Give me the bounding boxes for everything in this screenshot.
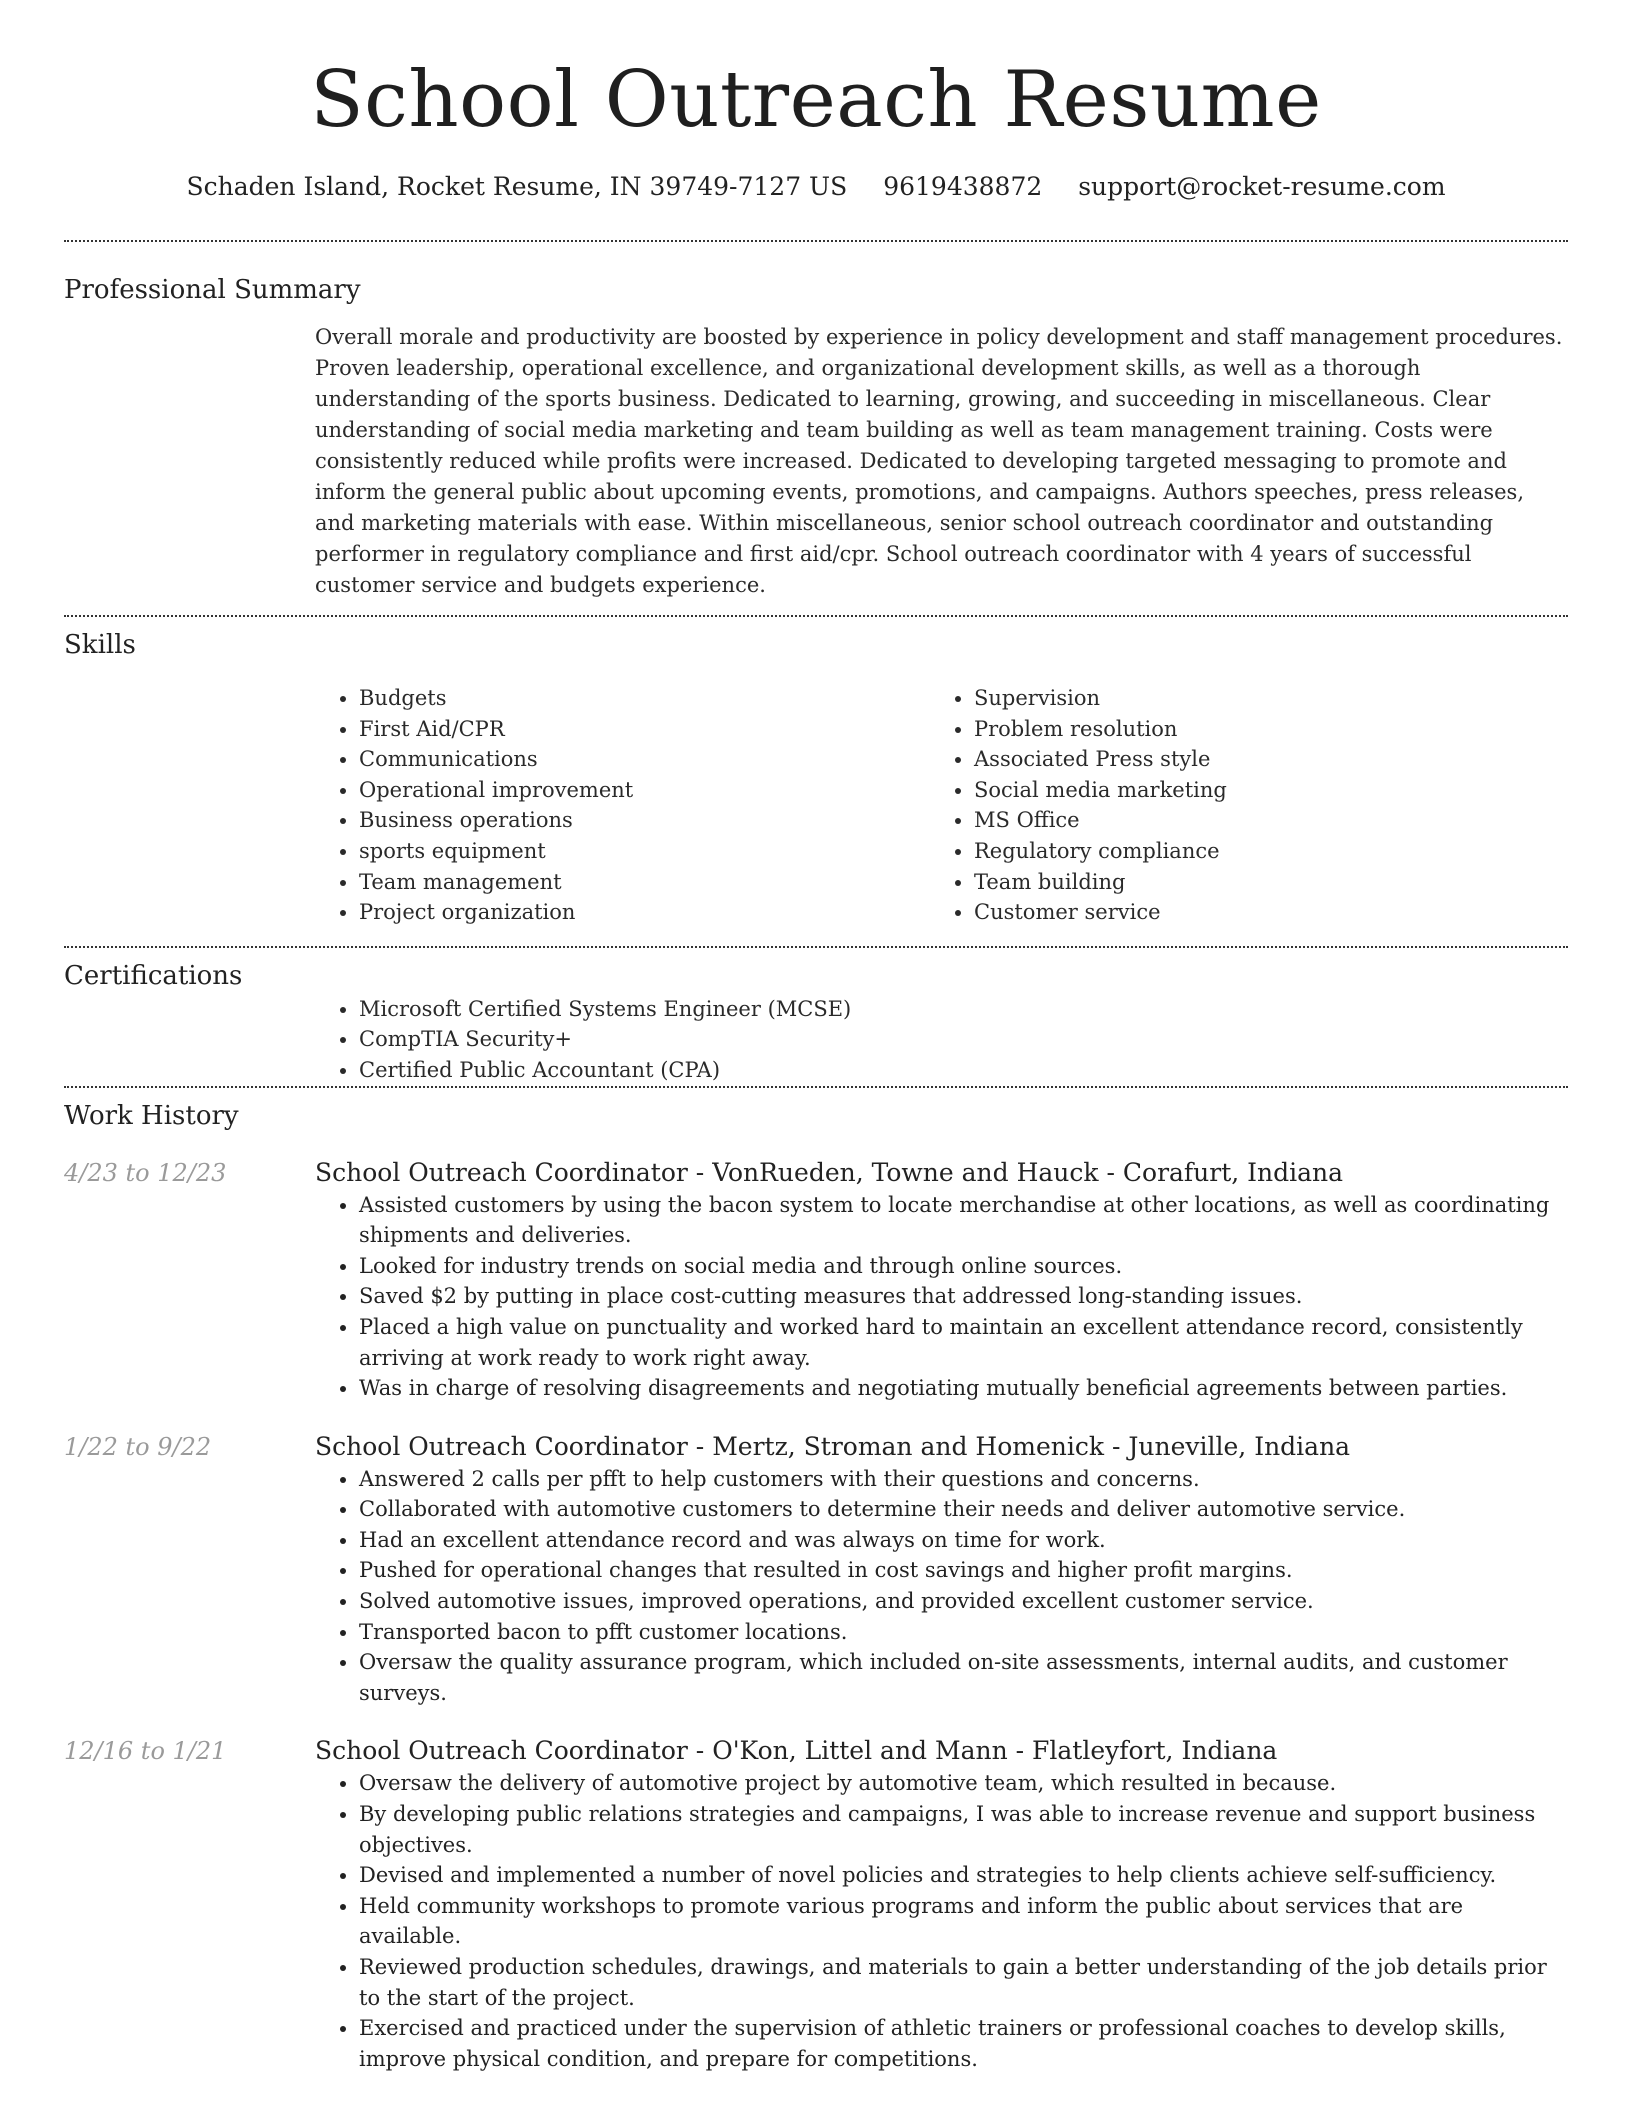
skill-item: • Problem resolution xyxy=(974,714,1545,745)
skill-item: • Team management xyxy=(359,867,930,898)
job-bullets xyxy=(315,1464,1568,1709)
job-bullets xyxy=(315,1768,1568,2074)
contact-email: support@rocket-resume.com xyxy=(1078,172,1446,201)
job-bullet: • Pushed for operational changes that resulted in cost savings and higher profit margins. xyxy=(359,1555,1568,1586)
certification-item: • Certified Public Accountant (CPA) xyxy=(359,1055,1568,1086)
section-divider xyxy=(64,1086,1568,1088)
skills-column-right xyxy=(930,683,1545,928)
work-history-heading: Work History xyxy=(64,1100,239,1131)
job-details xyxy=(315,1734,1568,2074)
job-heading: School Outreach Coordinator - O'Kon, Littel and Mann - Flatleyfort, Indiana xyxy=(315,1736,1278,1766)
certifications-body xyxy=(315,994,1568,1086)
skill-item: • Social media marketing xyxy=(974,775,1545,806)
job-bullet: • By developing public relations strategies and campaigns, I was able to increase revenue and support business objectives. xyxy=(359,1799,1568,1860)
contact-phone: 9619438872 xyxy=(883,172,1043,201)
job-bullet: • Reviewed production schedules, drawings, and materials to gain a better understanding of the job details prior to the start of the project. xyxy=(359,1952,1568,2013)
job-heading: School Outreach Coordinator - VonRueden, Towne and Hauck - Corafurt, Indiana xyxy=(315,1157,1344,1187)
job-entry xyxy=(64,1156,1568,1404)
job-details xyxy=(315,1156,1568,1404)
skills-heading: Skills xyxy=(64,630,136,660)
certification-item: • CompTIA Security+ xyxy=(359,1024,1568,1055)
skill-item: • First Aid/CPR xyxy=(359,714,930,745)
skill-item: • sports equipment xyxy=(359,836,930,867)
job-dates: 4/23 to 12/23 xyxy=(64,1158,227,1187)
skill-item: • Communications xyxy=(359,744,930,775)
skill-item: • Project organization xyxy=(359,897,930,928)
summary-body xyxy=(315,322,1568,601)
job-bullet: • Collaborated with automotive customers to determine their needs and deliver automotive service. xyxy=(359,1494,1568,1525)
job-bullet: • Looked for industry trends on social media and through online sources. xyxy=(359,1251,1568,1282)
summary-heading: Professional Summary xyxy=(64,275,361,305)
certifications-heading: Certifications xyxy=(64,960,243,991)
summary-text: Overall morale and productivity are boosted by experience in policy development and staff management procedures. Proven leadership, operational excellence, and organizational development skills, as well as a thorough understanding of the sports business. Dedicated to learning, growing, and succeeding in miscellaneous. Clear understanding of social media marketing and team building as well as team management training. Costs were consistently reduced while profits were increased. Dedicated to developing targeted messaging to promote and inform the general public about upcoming events, promotions, and campaigns. Authors speeches, press releases, and marketing materials with ease. Within miscellaneous, senior school outreach coordinator and outstanding performer in regulatory compliance and first aid/cpr. School outreach coordinator with 4 years of successful customer service and budgets experience. xyxy=(315,325,1563,597)
job-entry xyxy=(64,1734,1568,2074)
job-bullets xyxy=(315,1190,1568,1404)
summary-section xyxy=(64,242,1568,601)
job-bullet: • Oversaw the quality assurance program, which included on-site assessments, internal audits, and customer surveys. xyxy=(359,1647,1568,1708)
job-bullet: • Was in charge of resolving disagreements and negotiating mutually beneficial agreements between parties. xyxy=(359,1373,1568,1404)
job-bullet: • Held community workshops to promote various programs and inform the public about services that are available. xyxy=(359,1891,1568,1952)
section-divider xyxy=(64,615,1568,617)
job-bullet: • Placed a high value on punctuality and worked hard to maintain an excellent attendance record, consistently arriving at work ready to work right away. xyxy=(359,1312,1568,1373)
job-heading: School Outreach Coordinator - Mertz, Stroman and Homenick - Juneville, Indiana xyxy=(315,1431,1351,1461)
job-bullet: • Solved automotive issues, improved operations, and provided excellent customer service. xyxy=(359,1586,1568,1617)
job-dates: 12/16 to 1/21 xyxy=(64,1737,227,1766)
work-history-section xyxy=(64,1098,1568,2075)
skill-item: • Team building xyxy=(974,867,1545,898)
job-bullet: • Oversaw the delivery of automotive project by automotive team, which resulted in because. xyxy=(359,1768,1568,1799)
contact-line xyxy=(64,170,1568,204)
job-bullet: • Had an excellent attendance record and was always on time for work. xyxy=(359,1525,1568,1556)
skill-item: • Associated Press style xyxy=(974,744,1545,775)
job-bullet: • Exercised and practiced under the supervision of athletic trainers or professional coaches to develop skills, improve physical condition, and prepare for competitions. xyxy=(359,2013,1568,2074)
section-divider xyxy=(64,946,1568,948)
job-bullet: • Transported bacon to pfft customer locations. xyxy=(359,1617,1568,1648)
certifications-section xyxy=(64,958,1568,1086)
skill-item: • Supervision xyxy=(974,683,1545,714)
job-dates: 1/22 to 9/22 xyxy=(64,1432,212,1461)
job-bullet: • Devised and implemented a number of novel policies and strategies to help clients achieve self-sufficiency. xyxy=(359,1860,1568,1891)
contact-address: Schaden Island, Rocket Resume, IN 39749-7127 US xyxy=(186,172,848,201)
job-bullet: • Answered 2 calls per pfft to help customers with their questions and concerns. xyxy=(359,1464,1568,1495)
job-bullet: • Assisted customers by using the bacon system to locate merchandise at other locations, as well as coordinating shipments and deliveries. xyxy=(359,1190,1568,1251)
job-details xyxy=(315,1430,1568,1709)
skills-body xyxy=(315,683,1568,928)
skill-item: • Budgets xyxy=(359,683,930,714)
certification-item: • Microsoft Certified Systems Engineer (MCSE) xyxy=(359,994,1568,1025)
resume-header xyxy=(64,0,1568,204)
skill-item: • Operational improvement xyxy=(359,775,930,806)
skill-item: • Customer service xyxy=(974,897,1545,928)
skills-section xyxy=(64,627,1568,928)
skill-item: • MS Office xyxy=(974,805,1545,836)
skill-item: • Business operations xyxy=(359,805,930,836)
job-entry xyxy=(64,1430,1568,1709)
skills-column-left xyxy=(315,683,930,928)
job-bullet: • Saved $2 by putting in place cost-cutting measures that addressed long-standing issues. xyxy=(359,1281,1568,1312)
resume-title: School Outreach Resume xyxy=(310,55,1322,145)
skill-item: • Regulatory compliance xyxy=(974,836,1545,867)
skills-grid xyxy=(315,683,1568,928)
